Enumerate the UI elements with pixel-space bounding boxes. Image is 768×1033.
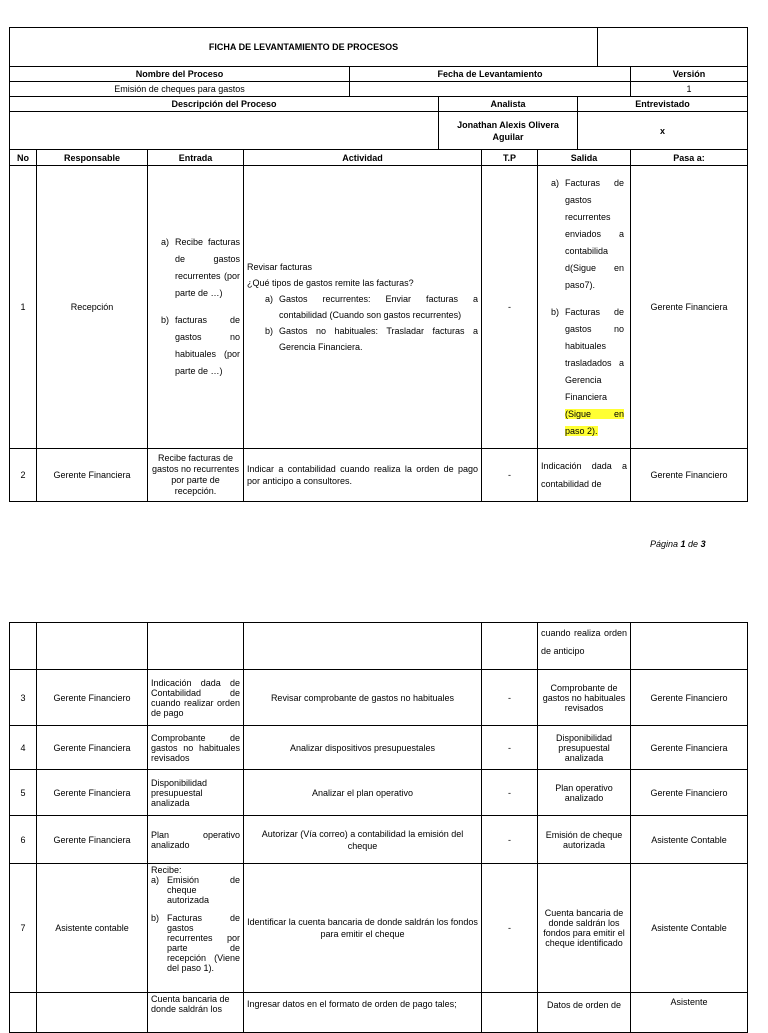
row5-tp: - bbox=[482, 770, 538, 816]
row1-actividad-title: Revisar facturas bbox=[247, 262, 313, 272]
row7-entrada-head: Recibe: bbox=[151, 865, 182, 875]
analista-value: Jonathan Alexis Olivera Aguilar bbox=[439, 112, 578, 150]
row1-tp: - bbox=[482, 166, 538, 449]
row5-salida: Plan operativo analizado bbox=[538, 770, 631, 816]
list-marker: a) bbox=[160, 237, 169, 247]
row6-pasa: Asistente Contable bbox=[631, 816, 748, 864]
row2-tp: - bbox=[482, 449, 538, 502]
entrevistado-label: Entrevistado bbox=[578, 97, 748, 112]
table-row bbox=[10, 449, 748, 502]
version-value: 1 bbox=[631, 82, 748, 97]
version-label: Versión bbox=[631, 67, 748, 82]
row3-pasa: Gerente Financiero bbox=[631, 670, 748, 726]
row7-salida: Cuenta bancaria de donde saldrán los fondos para emitir el cheque identificado bbox=[538, 864, 631, 993]
row3-entrada: Indicación dada de Contabilidad de cuando realizar orden de pago bbox=[148, 670, 244, 726]
row2-responsable: Gerente Financiera bbox=[37, 449, 148, 502]
row1-salida bbox=[538, 166, 631, 449]
list-text: facturas de gastos no habituales (por parte de …) bbox=[175, 315, 240, 376]
row6-tp: - bbox=[482, 816, 538, 864]
page-number bbox=[650, 539, 706, 549]
table-row bbox=[10, 816, 748, 864]
row2-actividad: Indicar a contabilidad cuando realiza la orden de pago por anticipo a consultores. bbox=[244, 449, 482, 502]
cont-tp bbox=[482, 623, 538, 670]
list-marker: b) bbox=[151, 913, 160, 923]
table-row bbox=[10, 166, 748, 449]
row1-responsable: Recepción bbox=[37, 166, 148, 449]
process-sheet-table-continued bbox=[9, 622, 748, 1033]
cont-pasa bbox=[631, 623, 748, 670]
row8-tp bbox=[482, 993, 538, 1033]
row8-responsable bbox=[37, 993, 148, 1033]
row7-tp: - bbox=[482, 864, 538, 993]
fecha-levantamiento-value bbox=[350, 82, 631, 97]
col-pasa: Pasa a: bbox=[631, 150, 748, 166]
table-row bbox=[10, 864, 748, 993]
row5-responsable: Gerente Financiera bbox=[37, 770, 148, 816]
list-text: Gastos recurrentes: Enviar facturas a contabilidad (Cuando son gastos recurrentes) bbox=[279, 294, 478, 320]
row2-entrada: Recibe facturas de gastos no recurrentes por parte de recepción. bbox=[148, 449, 244, 502]
cont-salida: cuando realiza orden de anticipo bbox=[538, 623, 631, 670]
row6-salida: Emisión de cheque autorizada bbox=[538, 816, 631, 864]
row6-entrada: Plan operativo analizado bbox=[148, 816, 244, 864]
col-responsable: Responsable bbox=[37, 150, 148, 166]
highlighted-note: (Sigue en paso 2). bbox=[565, 408, 625, 436]
row1-entrada-a bbox=[151, 234, 240, 302]
col-no: No bbox=[10, 150, 37, 166]
list-marker: b) bbox=[160, 315, 169, 325]
row5-pasa: Gerente Financiero bbox=[631, 770, 748, 816]
row3-actividad: Revisar comprobante de gastos no habituales bbox=[244, 670, 482, 726]
list-text: Emisión de cheque autorizada bbox=[167, 875, 240, 905]
row1-salida-b bbox=[541, 304, 624, 440]
cont-actividad bbox=[244, 623, 482, 670]
col-tp: T.P bbox=[482, 150, 538, 166]
sheet-title: FICHA DE LEVANTAMIENTO DE PROCESOS bbox=[10, 28, 598, 67]
cont-responsable bbox=[37, 623, 148, 670]
list-marker: a) bbox=[550, 177, 559, 188]
row7-no: 7 bbox=[10, 864, 37, 993]
list-marker: a) bbox=[264, 294, 273, 304]
row7-responsable: Asistente contable bbox=[37, 864, 148, 993]
list-text: Facturas de gastos recurrentes enviados a contabilida d(Sigue en paso7). bbox=[565, 177, 625, 290]
row8-salida: Datos de orden de bbox=[538, 993, 631, 1033]
row7-pasa: Asistente Contable bbox=[631, 864, 748, 993]
table-row bbox=[10, 993, 748, 1033]
list-marker: b) bbox=[550, 306, 559, 317]
page-total: 3 bbox=[700, 539, 706, 549]
row1-no: 1 bbox=[10, 166, 37, 449]
row4-entrada: Comprobante de gastos no habituales revisados bbox=[148, 726, 244, 770]
row1-entrada-b bbox=[151, 312, 240, 380]
process-sheet-table bbox=[9, 27, 748, 502]
row4-pasa: Gerente Financiera bbox=[631, 726, 748, 770]
nombre-proceso-value: Emisión de cheques para gastos bbox=[10, 82, 350, 97]
fecha-levantamiento-label: Fecha de Levantamiento bbox=[350, 67, 631, 82]
row8-pasa: Asistente bbox=[631, 993, 748, 1033]
nombre-proceso-label: Nombre del Proceso bbox=[10, 67, 350, 82]
row2-salida: Indicación dada a contabilidad de bbox=[538, 449, 631, 502]
row2-no: 2 bbox=[10, 449, 37, 502]
row4-responsable: Gerente Financiera bbox=[37, 726, 148, 770]
row4-no: 4 bbox=[10, 726, 37, 770]
list-marker: a) bbox=[151, 875, 160, 885]
row4-tp: - bbox=[482, 726, 538, 770]
table-row bbox=[10, 770, 748, 816]
list-text: Facturas de gastos recurrentes por parte de recepción (Viene del paso 1). bbox=[167, 913, 240, 973]
descripcion-proceso-value bbox=[10, 112, 439, 150]
row8-no bbox=[10, 993, 37, 1033]
row1-actividad bbox=[244, 166, 482, 449]
cont-no bbox=[10, 623, 37, 670]
row4-actividad: Analizar dispositivos presupuestales bbox=[244, 726, 482, 770]
row3-tp: - bbox=[482, 670, 538, 726]
list-text bbox=[565, 304, 624, 440]
row3-no: 3 bbox=[10, 670, 37, 726]
analista-label: Analista bbox=[439, 97, 578, 112]
row5-no: 5 bbox=[10, 770, 37, 816]
salida-b-text: Facturas de gastos no habituales trasladados a Gerencia Financiera bbox=[565, 306, 625, 402]
row1-actividad-b bbox=[255, 323, 478, 355]
col-salida: Salida bbox=[538, 150, 631, 166]
row7-entrada-a bbox=[151, 875, 240, 905]
row8-entrada: Cuenta bancaria de donde saldrán los bbox=[148, 993, 244, 1033]
row1-salida-a bbox=[541, 175, 624, 294]
row5-actividad: Analizar el plan operativo bbox=[244, 770, 482, 816]
page-sep: de bbox=[685, 539, 701, 549]
row1-actividad-question: ¿Qué tipos de gastos remite las facturas? bbox=[247, 278, 414, 288]
row3-responsable: Gerente Financiero bbox=[37, 670, 148, 726]
row6-no: 6 bbox=[10, 816, 37, 864]
entrevistado-value: x bbox=[578, 112, 748, 150]
row1-entrada bbox=[148, 166, 244, 449]
list-marker: b) bbox=[264, 326, 273, 336]
row5-entrada: Disponibilidad presupuestal analizada bbox=[148, 770, 244, 816]
row3-salida: Comprobante de gastos no habituales revisados bbox=[538, 670, 631, 726]
row1-pasa: Gerente Financiera bbox=[631, 166, 748, 449]
row7-entrada-b bbox=[151, 913, 240, 973]
row8-actividad: Ingresar datos en el formato de orden de pago tales; bbox=[244, 993, 482, 1033]
row7-entrada bbox=[148, 864, 244, 993]
page-current: 1 bbox=[680, 539, 686, 549]
row2-pasa: Gerente Financiero bbox=[631, 449, 748, 502]
cont-entrada bbox=[148, 623, 244, 670]
list-text: Gastos no habituales: Trasladar facturas a Gerencia Financiera. bbox=[279, 326, 478, 352]
table-row bbox=[10, 670, 748, 726]
descripcion-proceso-label: Descripción del Proceso bbox=[10, 97, 439, 112]
row4-salida: Disponibilidad presupuestal analizada bbox=[538, 726, 631, 770]
table-row bbox=[10, 623, 748, 670]
sheet-title-blank bbox=[598, 28, 748, 67]
row6-actividad: Autorizar (Vía correo) a contabilidad la emisión del cheque bbox=[244, 816, 482, 864]
col-entrada: Entrada bbox=[148, 150, 244, 166]
list-text: Recibe facturas de gastos recurrentes (por parte de …) bbox=[175, 237, 240, 298]
row7-actividad: Identificar la cuenta bancaria de donde saldrán los fondos para emitir el cheque bbox=[244, 864, 482, 993]
row1-actividad-a bbox=[255, 291, 478, 323]
row6-responsable: Gerente Financiera bbox=[37, 816, 148, 864]
col-actividad: Actividad bbox=[244, 150, 482, 166]
table-row bbox=[10, 726, 748, 770]
page-prefix: Página bbox=[650, 539, 681, 549]
